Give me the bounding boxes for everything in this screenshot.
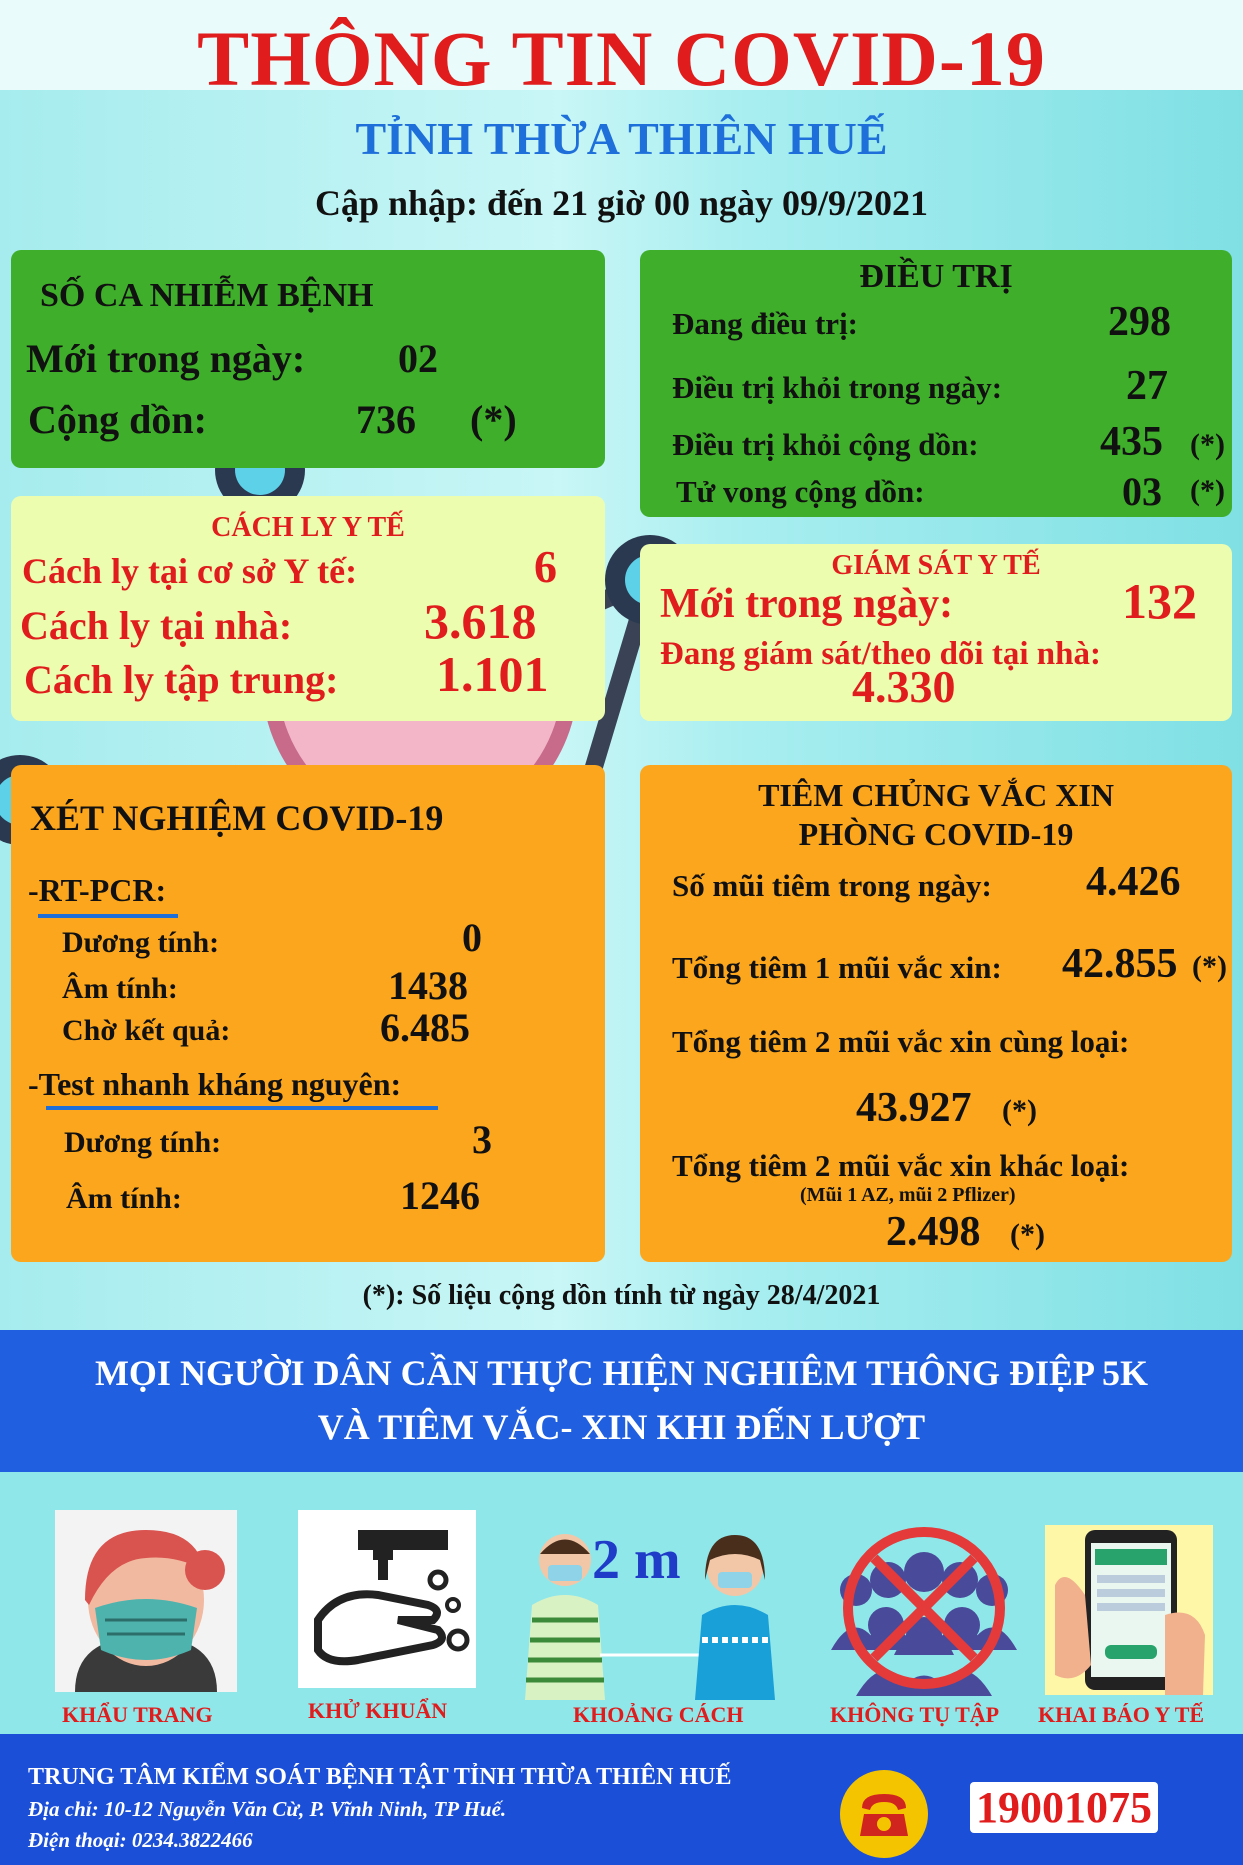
pcr-negative-value: 1438 xyxy=(388,963,468,1008)
update-time: Cập nhập: đến 21 giờ 00 ngày 09/9/2021 xyxy=(314,183,929,223)
rapid-heading: -Test nhanh kháng nguyên: xyxy=(28,1066,402,1102)
dose2-mixed-note: (*) xyxy=(1010,1218,1045,1251)
dose1-note: (*) xyxy=(1192,950,1227,983)
dose2-same-note: (*) xyxy=(1002,1094,1037,1127)
dose1-label: Tổng tiêm 1 mũi vắc xin: xyxy=(672,950,1002,985)
phone-icon xyxy=(840,1770,928,1858)
dose2-same-value: 43.927 xyxy=(856,1085,972,1131)
treating-label: Đang điều trị: xyxy=(672,306,858,341)
pcr-pending-label: Chờ kết quả: xyxy=(62,1014,231,1047)
vaccination-today-value: 4.426 xyxy=(1086,859,1181,905)
recovered-total-value: 435 xyxy=(1100,419,1163,465)
disinfect-label: KHỬ KHUẨN xyxy=(308,1698,448,1723)
distance-label: KHOẢNG CÁCH xyxy=(573,1702,744,1727)
hotline-number[interactable]: 19001075 xyxy=(970,1782,1158,1833)
dose1-value: 42.855 xyxy=(1062,941,1178,987)
health-declaration-icon xyxy=(1045,1525,1213,1695)
monitoring-home-value: 4.330 xyxy=(852,661,956,712)
deaths-label: Tử vong cộng dồn: xyxy=(676,474,925,509)
rapid-underline xyxy=(46,1106,438,1110)
deaths-value: 03 xyxy=(1122,469,1162,514)
rapid-positive-label: Dương tính: xyxy=(64,1126,222,1159)
footer-phone: Điện thoại: 0234.3822466 xyxy=(28,1828,253,1852)
infections-total-note: (*) xyxy=(470,397,517,442)
pcr-pending-value: 6.485 xyxy=(380,1005,470,1050)
quarantine-facility-value: 6 xyxy=(534,541,557,592)
footnote: (*): Số liệu cộng dồn tính từ ngày 28/4/2021 xyxy=(362,1280,881,1311)
quarantine-home-label: Cách ly tại nhà: xyxy=(20,603,293,648)
deaths-note: (*) xyxy=(1190,474,1225,507)
mask-label: KHẨU TRANG xyxy=(62,1702,213,1727)
monitoring-home-label: Đang giám sát/theo dõi tại nhà: xyxy=(660,636,1101,672)
infections-new-label: Mới trong ngày: xyxy=(26,336,306,381)
quarantine-central-value: 1.101 xyxy=(436,646,549,702)
vaccination-heading-line2: PHÒNG COVID-19 xyxy=(798,816,1074,852)
vaccination-today-label: Số mũi tiêm trong ngày: xyxy=(672,868,992,903)
rapid-negative-value: 1246 xyxy=(400,1173,480,1218)
recovered-today-value: 27 xyxy=(1126,363,1168,409)
vaccination-heading-line1: TIÊM CHỦNG VẮC XIN xyxy=(758,777,1114,813)
infections-total-value: 736 xyxy=(356,397,416,442)
dose2-same-label: Tổng tiêm 2 mũi vắc xin cùng loại: xyxy=(672,1024,1130,1059)
monitoring-new-value: 132 xyxy=(1122,573,1197,629)
page-subtitle: TỈNH THỪA THIÊN HUẾ xyxy=(355,113,888,164)
treatment-heading: ĐIỀU TRỊ xyxy=(859,258,1013,295)
monitoring-heading: GIÁM SÁT Y TẾ xyxy=(831,550,1041,581)
pcr-positive-value: 0 xyxy=(462,915,482,960)
quarantine-heading: CÁCH LY Y TẾ xyxy=(211,512,405,543)
rapid-positive-value: 3 xyxy=(472,1117,492,1162)
handwash-icon xyxy=(298,1510,476,1688)
footer-address: Địa chỉ: 10-12 Nguyễn Văn Cừ, P. Vĩnh Ninh, TP Huế. xyxy=(28,1797,507,1821)
mask-icon xyxy=(55,1510,237,1692)
no-gathering-icon xyxy=(826,1520,1022,1696)
testing-heading: XÉT NGHIỆM COVID-19 xyxy=(30,798,444,838)
dose2-mixed-value: 2.498 xyxy=(886,1209,981,1255)
dose2-mixed-sub: (Mũi 1 AZ, mũi 2 Pflizer) xyxy=(800,1184,1016,1206)
dose2-mixed-label: Tổng tiêm 2 mũi vắc xin khác loại: xyxy=(672,1148,1130,1183)
rapid-negative-label: Âm tính: xyxy=(66,1182,182,1215)
recovered-total-label: Điều trị khỏi cộng dồn: xyxy=(672,427,979,462)
monitoring-new-label: Mới trong ngày: xyxy=(660,581,954,627)
quarantine-home-value: 3.618 xyxy=(424,593,537,649)
infections-heading: SỐ CA NHIỄM BỆNH xyxy=(40,277,374,314)
recovered-total-note: (*) xyxy=(1190,428,1225,461)
infections-total-label: Cộng dồn: xyxy=(28,397,207,442)
page-title: THÔNG TIN COVID-19 xyxy=(197,15,1046,102)
quarantine-facility-label: Cách ly tại cơ sở Y tế: xyxy=(22,551,358,591)
recovered-today-label: Điều trị khỏi trong ngày: xyxy=(672,370,1003,405)
no-gathering-label: KHÔNG TỤ TẬP xyxy=(830,1702,1000,1727)
pcr-underline xyxy=(38,914,178,918)
health-declaration-label: KHAI BÁO Y TẾ xyxy=(1038,1702,1205,1727)
pcr-heading: -RT-PCR: xyxy=(28,872,167,908)
banner-line2: VÀ TIÊM VẮC- XIN KHI ĐẾN LƯỢT xyxy=(317,1407,926,1447)
treating-value: 298 xyxy=(1108,299,1171,345)
infections-new-value: 02 xyxy=(398,336,438,381)
quarantine-central-label: Cách ly tập trung: xyxy=(24,657,339,702)
footer-org: TRUNG TÂM KIỂM SOÁT BỆNH TẬT TỈNH THỪA THIÊN HUẾ xyxy=(28,1764,732,1790)
pcr-negative-label: Âm tính: xyxy=(62,972,178,1005)
distance-value: 2 m xyxy=(592,1529,681,1591)
banner-line1: MỌI NGƯỜI DÂN CẦN THỰC HIỆN NGHIÊM THÔNG ĐIỆP 5K xyxy=(94,1353,1149,1393)
pcr-positive-label: Dương tính: xyxy=(62,926,220,959)
